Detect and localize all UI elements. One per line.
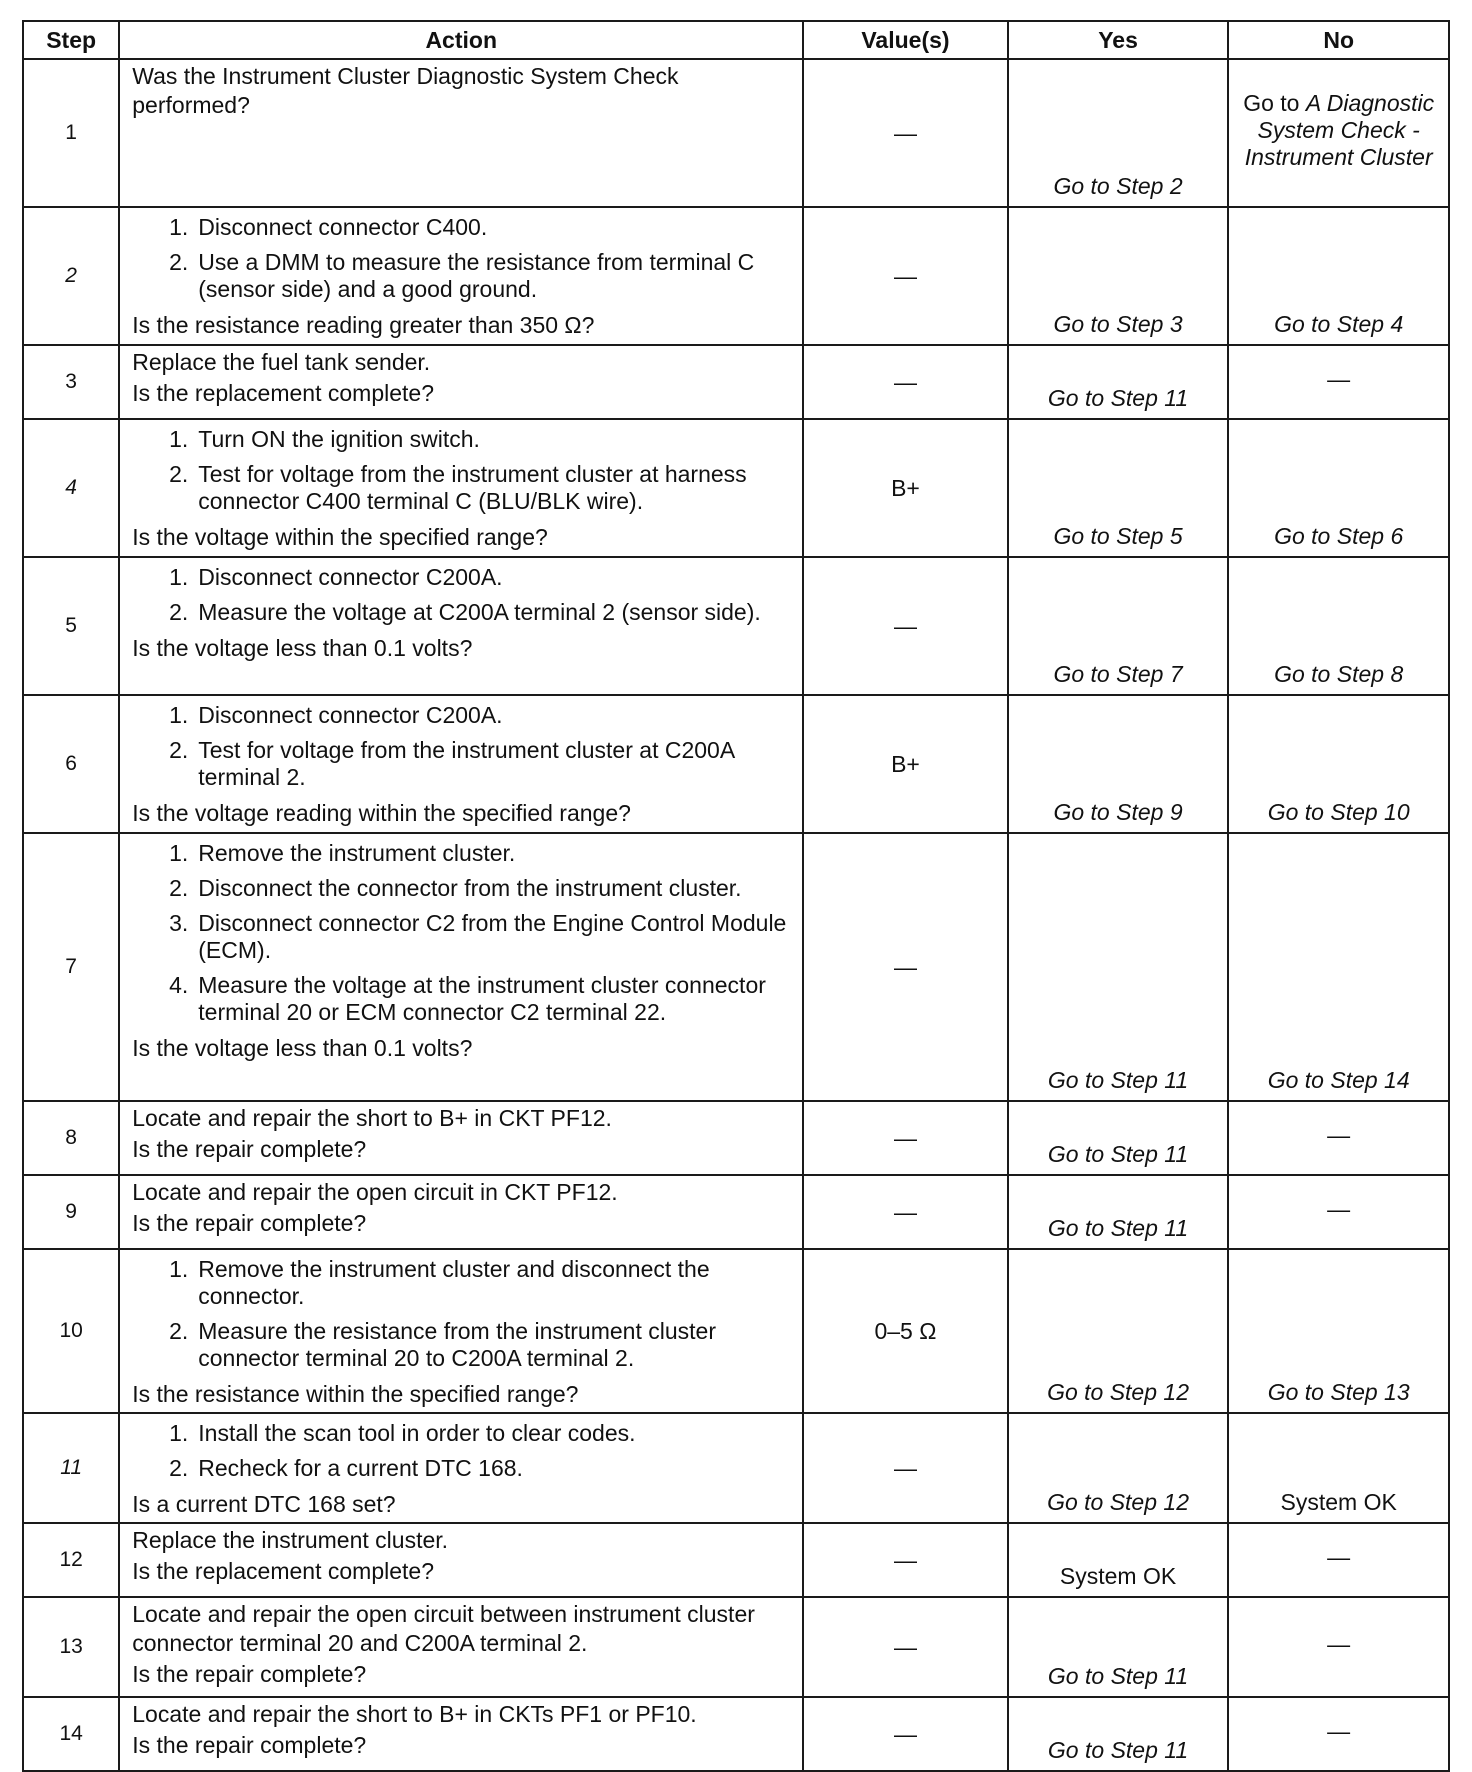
step-number: 11	[23, 1413, 119, 1523]
action-cell	[119, 345, 803, 419]
action-intro: Locate and repair the short to B+ in CKTs PF1 or PF10.	[132, 1701, 697, 1727]
action-cell	[119, 1597, 803, 1697]
value-cell: —	[803, 1597, 1008, 1697]
action-cell	[119, 207, 803, 345]
substep-list	[132, 1416, 792, 1482]
substep-text: Remove the instrument cluster.	[198, 840, 516, 866]
substep-list	[132, 210, 792, 303]
substep-list	[132, 698, 792, 791]
action-question: Is the resistance within the specified range?	[132, 1381, 579, 1407]
yes-cell: Go to Step 11	[1008, 833, 1229, 1101]
action-cell	[119, 695, 803, 833]
yes-cell: Go to Step 11	[1008, 1175, 1229, 1249]
table-row	[23, 1523, 1449, 1597]
no-reference: A Diagnostic System Check - Instrument Cluster	[1244, 89, 1435, 170]
substep-number: 1.	[169, 564, 189, 590]
action-intro: Locate and repair the open circuit between instrument cluster connector terminal 20 and C200A terminal 2.	[132, 1601, 755, 1656]
substep-text: Measure the voltage at the instrument cluster connector terminal 20 or ECM connector C2 terminal 22.	[198, 972, 766, 1025]
header-no: No	[1228, 21, 1449, 59]
substep-text: Disconnect connector C400.	[198, 214, 488, 240]
substep-number: 2.	[169, 599, 189, 625]
step-number: 13	[23, 1597, 119, 1697]
substep-item	[132, 840, 792, 867]
substep-item	[132, 910, 792, 964]
action-cell	[119, 833, 803, 1101]
table-row	[23, 695, 1449, 833]
header-values: Value(s)	[803, 21, 1008, 59]
no-cell: —	[1228, 1597, 1449, 1697]
no-cell: —	[1228, 1523, 1449, 1597]
substep-item	[132, 972, 792, 1026]
action-intro: Replace the fuel tank sender.	[132, 349, 431, 375]
step-number: 8	[23, 1101, 119, 1175]
substep-number: 2.	[169, 1455, 189, 1481]
substep-number: 1.	[169, 702, 189, 728]
action-question: Is the repair complete?	[132, 1210, 367, 1236]
substep-list	[132, 1252, 792, 1372]
table-row	[23, 345, 1449, 419]
substep-item	[132, 249, 792, 303]
action-intro: Locate and repair the open circuit in CKT PF12.	[132, 1179, 618, 1205]
substep-item	[132, 1455, 792, 1482]
yes-cell: Go to Step 5	[1008, 419, 1229, 557]
action-cell	[119, 1523, 803, 1597]
no-cell	[1228, 59, 1449, 207]
substep-item	[132, 426, 792, 453]
header-yes: Yes	[1008, 21, 1229, 59]
substep-number: 1.	[169, 1420, 189, 1446]
diagnostic-table	[22, 20, 1450, 1772]
value-cell: —	[803, 345, 1008, 419]
table-row	[23, 557, 1449, 695]
yes-cell: Go to Step 11	[1008, 345, 1229, 419]
substep-item	[132, 702, 792, 729]
substep-list	[132, 560, 792, 626]
substep-list	[132, 422, 792, 515]
step-number: 5	[23, 557, 119, 695]
no-cell: System OK	[1228, 1413, 1449, 1523]
substep-item	[132, 564, 792, 591]
no-cell: —	[1228, 345, 1449, 419]
no-cell: Go to Step 8	[1228, 557, 1449, 695]
step-number: 9	[23, 1175, 119, 1249]
action-question: Is the voltage less than 0.1 volts?	[132, 635, 473, 661]
header-row	[23, 21, 1449, 59]
substep-text: Disconnect connector C200A.	[198, 702, 503, 728]
substep-list	[132, 836, 792, 1026]
substep-number: 1.	[169, 426, 189, 452]
substep-text: Disconnect connector C2 from the Engine Control Module (ECM).	[198, 910, 787, 963]
substep-number: 4.	[169, 972, 189, 998]
action-cell	[119, 1101, 803, 1175]
action-question: Is the repair complete?	[132, 1661, 367, 1687]
action-cell	[119, 557, 803, 695]
value-cell: —	[803, 1101, 1008, 1175]
table-row	[23, 419, 1449, 557]
value-cell: —	[803, 557, 1008, 695]
substep-number: 2.	[169, 737, 189, 763]
substep-item	[132, 1318, 792, 1372]
step-number: 2	[23, 207, 119, 345]
action-cell	[119, 419, 803, 557]
action-cell	[119, 1413, 803, 1523]
yes-cell: Go to Step 11	[1008, 1597, 1229, 1697]
substep-text: Measure the resistance from the instrument cluster connector terminal 20 to C200A terminal 2.	[198, 1318, 716, 1371]
value-cell: —	[803, 59, 1008, 207]
substep-text: Remove the instrument cluster and disconnect the connector.	[198, 1256, 710, 1309]
table-row	[23, 1175, 1449, 1249]
yes-cell: Go to Step 9	[1008, 695, 1229, 833]
yes-cell: Go to Step 11	[1008, 1697, 1229, 1771]
value-cell: —	[803, 207, 1008, 345]
step-number: 10	[23, 1249, 119, 1413]
no-cell: Go to Step 4	[1228, 207, 1449, 345]
substep-item	[132, 461, 792, 515]
step-number: 14	[23, 1697, 119, 1771]
action-intro: Replace the instrument cluster.	[132, 1527, 449, 1553]
step-number: 7	[23, 833, 119, 1101]
substep-item	[132, 1420, 792, 1447]
yes-cell: Go to Step 7	[1008, 557, 1229, 695]
substep-text: Use a DMM to measure the resistance from terminal C (sensor side) and a good ground.	[198, 249, 755, 302]
action-question: Is the voltage reading within the specified range?	[132, 800, 631, 826]
substep-item	[132, 1256, 792, 1310]
substep-number: 2.	[169, 1318, 189, 1344]
step-number: 4	[23, 419, 119, 557]
substep-item	[132, 214, 792, 241]
value-cell: —	[803, 1413, 1008, 1523]
table-row	[23, 207, 1449, 345]
no-cell: Go to Step 14	[1228, 833, 1449, 1101]
table-row	[23, 1413, 1449, 1523]
substep-text: Test for voltage from the instrument cluster at C200A terminal 2.	[198, 737, 734, 790]
action-question: Is the repair complete?	[132, 1136, 367, 1162]
step-number: 3	[23, 345, 119, 419]
substep-number: 2.	[169, 875, 189, 901]
table-row	[23, 1101, 1449, 1175]
yes-cell: Go to Step 11	[1008, 1101, 1229, 1175]
step-number: 12	[23, 1523, 119, 1597]
value-cell: 0–5 Ω	[803, 1249, 1008, 1413]
yes-cell: System OK	[1008, 1523, 1229, 1597]
action-cell	[119, 1697, 803, 1771]
yes-cell: Go to Step 3	[1008, 207, 1229, 345]
no-prefix: Go to	[1243, 89, 1306, 116]
value-cell: —	[803, 1523, 1008, 1597]
action-intro: Locate and repair the short to B+ in CKT PF12.	[132, 1105, 612, 1131]
no-cell: Go to Step 10	[1228, 695, 1449, 833]
action-cell	[119, 59, 803, 207]
substep-text: Disconnect the connector from the instrument cluster.	[198, 875, 742, 901]
no-cell: Go to Step 6	[1228, 419, 1449, 557]
action-cell	[119, 1249, 803, 1413]
no-cell: —	[1228, 1175, 1449, 1249]
substep-text: Recheck for a current DTC 168.	[198, 1455, 523, 1481]
yes-cell: Go to Step 12	[1008, 1413, 1229, 1523]
table-row	[23, 1249, 1449, 1413]
table-row	[23, 1697, 1449, 1771]
substep-text: Test for voltage from the instrument cluster at harness connector C400 terminal C (BLU/BLK wire).	[198, 461, 747, 514]
header-action: Action	[119, 21, 803, 59]
substep-number: 2.	[169, 461, 189, 487]
action-question: Is the replacement complete?	[132, 380, 434, 406]
substep-text: Disconnect connector C200A.	[198, 564, 503, 590]
substep-number: 3.	[169, 910, 189, 936]
substep-item	[132, 599, 792, 626]
action-question: Is the resistance reading greater than 350 Ω?	[132, 312, 595, 338]
action-intro: Was the Instrument Cluster Diagnostic System Check performed?	[132, 63, 679, 118]
substep-number: 1.	[169, 1256, 189, 1282]
value-cell: —	[803, 1175, 1008, 1249]
value-cell: —	[803, 1697, 1008, 1771]
value-cell: —	[803, 833, 1008, 1101]
table-row	[23, 1597, 1449, 1697]
substep-text: Turn ON the ignition switch.	[198, 426, 480, 452]
value-cell: B+	[803, 695, 1008, 833]
no-cell: Go to Step 13	[1228, 1249, 1449, 1413]
table-body	[23, 59, 1449, 1771]
action-cell	[119, 1175, 803, 1249]
action-question: Is the repair complete?	[132, 1732, 367, 1758]
substep-item	[132, 875, 792, 902]
action-question: Is the replacement complete?	[132, 1558, 434, 1584]
step-number: 6	[23, 695, 119, 833]
yes-cell: Go to Step 2	[1008, 59, 1229, 207]
action-question: Is the voltage less than 0.1 volts?	[132, 1035, 473, 1061]
action-question: Is the voltage within the specified range?	[132, 524, 548, 550]
table-row	[23, 59, 1449, 207]
no-cell: —	[1228, 1697, 1449, 1771]
action-question: Is a current DTC 168 set?	[132, 1491, 396, 1517]
substep-number: 1.	[169, 214, 189, 240]
table-row	[23, 833, 1449, 1101]
substep-text: Measure the voltage at C200A terminal 2 (sensor side).	[198, 599, 761, 625]
header-step: Step	[23, 21, 119, 59]
substep-item	[132, 737, 792, 791]
substep-text: Install the scan tool in order to clear codes.	[198, 1420, 636, 1446]
yes-cell: Go to Step 12	[1008, 1249, 1229, 1413]
step-number: 1	[23, 59, 119, 207]
value-cell: B+	[803, 419, 1008, 557]
substep-number: 1.	[169, 840, 189, 866]
no-cell: —	[1228, 1101, 1449, 1175]
substep-number: 2.	[169, 249, 189, 275]
